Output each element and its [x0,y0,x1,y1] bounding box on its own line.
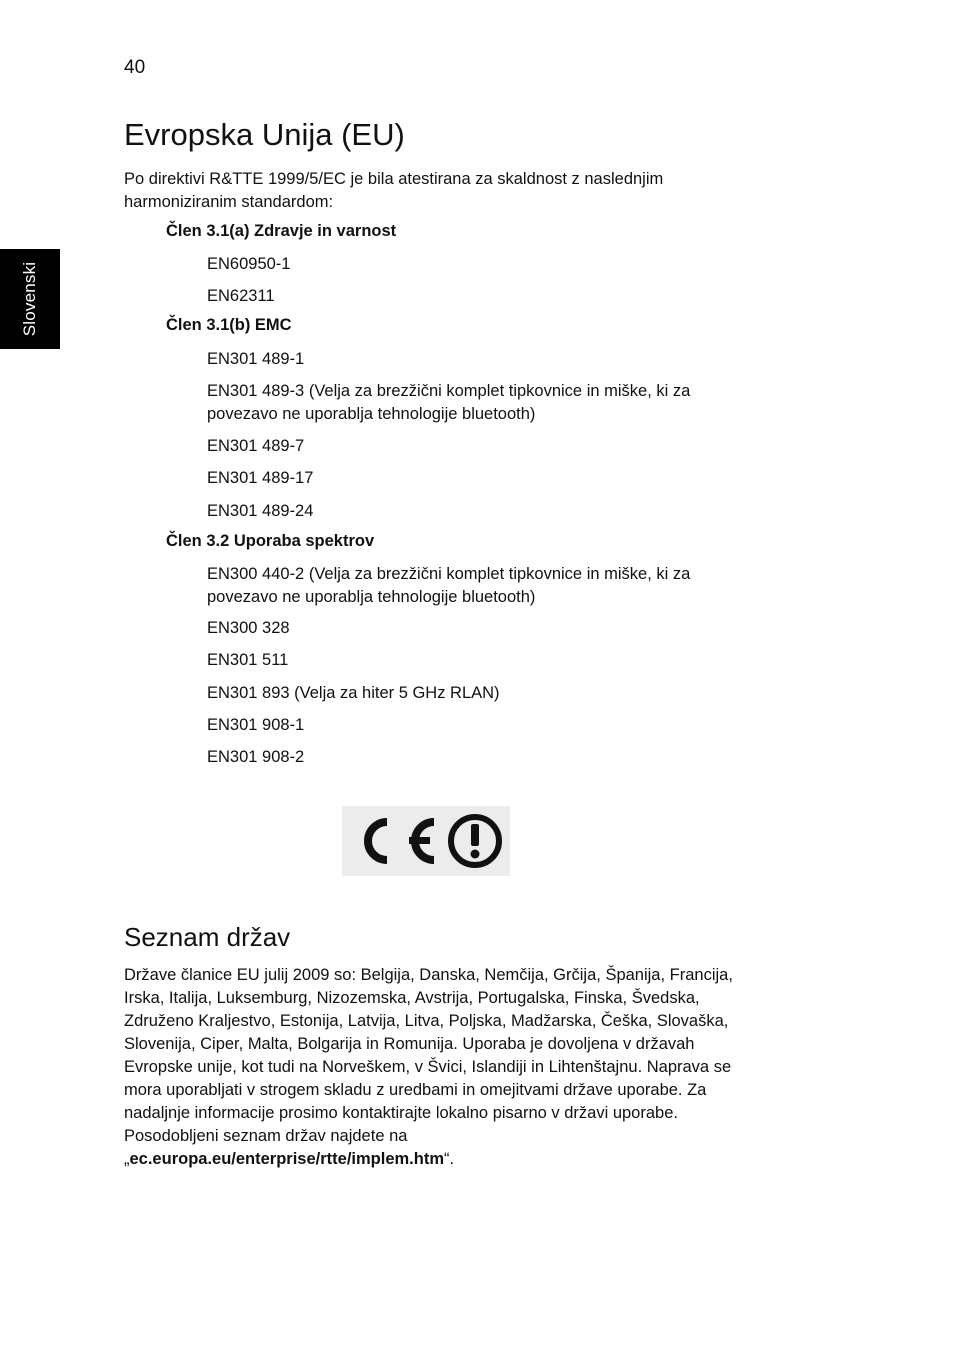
standard-item-line: EN301 489-3 (Velja za brezžični komplet tipkovnice in miške, ki za [207,382,691,400]
countries-line: mora uporabljati v strogem skladu z uredbami in omejitvami države uporabe. Za [124,1081,707,1099]
intro-line-2: harmoniziranim standardom: [124,193,334,211]
countries-line: Irska, Italija, Luksemburg, Nizozemska, Avstrija, Portugalska, Finska, Švedska, [124,989,700,1007]
standard-item: EN301 908-1 [207,716,305,734]
ce-alert-mark-icon [342,806,510,876]
link-close-quote: “. [444,1150,455,1168]
language-side-tab-label: Slovenski [20,261,39,337]
link-open-quote: „ [124,1150,130,1168]
standard-item [207,380,807,426]
countries-line: nadaljnje informacije prosimo kontaktirajte lokalno pisarno v državi uporabe. [124,1104,678,1122]
countries-line: Države članice EU julij 2009 so: Belgija, Danska, Nemčija, Grčija, Španija, Francija, [124,966,733,984]
intro-paragraph [124,168,824,214]
article-heading-health-safety: Člen 3.1(a) Zdravje in varnost [166,222,397,240]
language-side-tab [0,249,60,349]
ce-alert-mark-svg [342,806,510,876]
section-title-eu: Evropska Unija (EU) [124,117,405,152]
section-title-countries: Seznam držav [124,922,291,952]
standard-item: EN300 328 [207,619,290,637]
standard-item: EN301 489-1 [207,350,305,368]
standard-item: EN301 511 [207,651,289,669]
standard-item-line: povezavo ne uporablja tehnologije bluetooth) [207,405,536,423]
ec-europa-link[interactable]: ec.europa.eu/enterprise/rtte/implem.htm [129,1150,445,1168]
standard-item [207,563,807,609]
standard-item: EN301 908-2 [207,748,305,766]
countries-line: Posodobljeni seznam držav najdete na [124,1127,408,1145]
page-number: 40 [124,57,146,78]
article-heading-spectrum: Člen 3.2 Uporaba spektrov [166,532,375,550]
countries-line: Evropske unije, kot tudi na Norveškem, v Švici, Islandiji in Lihtenštajnu. Naprava se [124,1058,732,1076]
countries-line: Združeno Kraljestvo, Estonija, Latvija, Litva, Poljska, Madžarska, Češka, Slovaška, [124,1012,729,1030]
intro-line-1: Po direktivi R&TTE 1999/5/EC je bila atestirana za skaldnost z naslednjim [124,170,664,188]
standard-item: EN62311 [207,287,275,305]
countries-paragraph [124,964,824,1171]
standard-item: EN301 893 (Velja za hiter 5 GHz RLAN) [207,684,500,702]
standard-item: EN301 489-24 [207,502,314,520]
standard-item: EN60950-1 [207,255,291,273]
standard-item-line: EN300 440-2 (Velja za brezžični komplet tipkovnice in miške, ki za [207,565,691,583]
standard-item: EN301 489-7 [207,437,305,455]
countries-line: Slovenija, Ciper, Malta, Bolgarija in Romunija. Uporaba je dovoljena v državah [124,1035,695,1053]
article-heading-emc: Člen 3.1(b) EMC [166,316,292,334]
standard-item-line: povezavo ne uporablja tehnologije bluetooth) [207,588,536,606]
standard-item: EN301 489-17 [207,469,314,487]
